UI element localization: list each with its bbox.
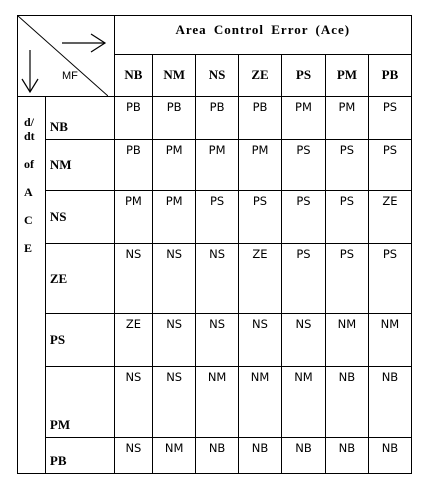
- table-row: [18, 367, 412, 437]
- rule-cell: NS: [281, 313, 325, 366]
- table-row: [18, 437, 412, 473]
- rule-cell: NS: [114, 437, 153, 473]
- table-row: [18, 139, 412, 190]
- rule-cell: PM: [196, 139, 239, 190]
- rule-cell: ZE: [239, 244, 282, 313]
- rule-cell: PS: [239, 191, 282, 244]
- rule-cell: PM: [114, 191, 153, 244]
- rule-cell: NS: [153, 313, 196, 366]
- row-axis-label-line: [24, 227, 45, 241]
- row-header: ZE: [45, 244, 114, 313]
- rule-cell: PS: [368, 244, 411, 313]
- rule-cell: NS: [153, 367, 196, 437]
- rule-cell: PM: [153, 139, 196, 190]
- row-header: NS: [45, 191, 114, 244]
- row-header: PS: [45, 313, 114, 366]
- rule-cell: PS: [196, 191, 239, 244]
- rule-cell: PS: [368, 139, 411, 190]
- rule-cell: NM: [153, 437, 196, 473]
- rule-cell: NB: [196, 437, 239, 473]
- rule-cell: PB: [153, 96, 196, 139]
- rule-cell: NS: [239, 313, 282, 366]
- rule-cell: NB: [281, 437, 325, 473]
- rule-cell: NM: [368, 313, 411, 366]
- row-axis-label-line: [24, 171, 45, 185]
- column-header: NM: [153, 55, 196, 96]
- rule-cell: PS: [281, 191, 325, 244]
- rule-cell: NS: [114, 367, 153, 437]
- rule-cell: NM: [325, 313, 368, 366]
- column-header: NB: [114, 55, 153, 96]
- column-header: PS: [281, 55, 325, 96]
- rule-cell: NM: [196, 367, 239, 437]
- rule-cell: NS: [153, 244, 196, 313]
- mf-label: MF: [62, 70, 78, 82]
- rule-cell: PM: [239, 139, 282, 190]
- rule-cell: PM: [325, 96, 368, 139]
- table-row: [18, 191, 412, 244]
- rule-cell: PM: [281, 96, 325, 139]
- row-axis-label-line: dt: [24, 128, 35, 143]
- rule-cell: PS: [281, 244, 325, 313]
- rule-cell: PB: [196, 96, 239, 139]
- rule-cell: PM: [153, 191, 196, 244]
- column-header: ZE: [239, 55, 282, 96]
- table-row: [18, 313, 412, 366]
- rule-cell: NS: [196, 244, 239, 313]
- row-axis-label-line: C: [24, 212, 33, 227]
- row-header: NB: [45, 96, 114, 139]
- rule-cell: NM: [239, 367, 282, 437]
- rule-cell: NB: [325, 437, 368, 473]
- table-row: [18, 244, 412, 313]
- down-arrow-icon: [18, 16, 108, 96]
- row-axis-label-line: d/: [24, 114, 35, 129]
- row-axis-label-line: [24, 143, 45, 157]
- rule-cell: NS: [114, 244, 153, 313]
- row-header: PB: [45, 437, 114, 473]
- rule-cell: PS: [281, 139, 325, 190]
- column-group-title: Area Control Error (Ace): [114, 16, 411, 55]
- rule-cell: NM: [281, 367, 325, 437]
- rule-cell: PB: [114, 96, 153, 139]
- rule-cell: NS: [196, 313, 239, 366]
- rule-cell: NB: [325, 367, 368, 437]
- table-row: [18, 96, 412, 139]
- rule-cell: PS: [325, 244, 368, 313]
- row-axis-label: [18, 96, 46, 473]
- rule-cell: NB: [239, 437, 282, 473]
- rule-cell: PS: [325, 139, 368, 190]
- column-header: PB: [368, 55, 411, 96]
- fuzzy-rule-table: [17, 15, 412, 474]
- column-header: NS: [196, 55, 239, 96]
- row-axis-label-line: A: [24, 184, 33, 199]
- column-header: PM: [325, 55, 368, 96]
- row-axis-label-line: [24, 199, 45, 213]
- rule-cell: PS: [325, 191, 368, 244]
- rule-cell: NB: [368, 437, 411, 473]
- rule-cell: PB: [239, 96, 282, 139]
- row-axis-label-line: E: [24, 240, 33, 255]
- row-header: PM: [45, 367, 114, 437]
- rule-cell: PB: [114, 139, 153, 190]
- row-header: NM: [45, 139, 114, 190]
- row-axis-label-line: of: [24, 156, 34, 171]
- rule-cell: NB: [368, 367, 411, 437]
- table-corner: [18, 16, 115, 97]
- rule-cell: ZE: [114, 313, 153, 366]
- rule-cell: ZE: [368, 191, 411, 244]
- rule-cell: PS: [368, 96, 411, 139]
